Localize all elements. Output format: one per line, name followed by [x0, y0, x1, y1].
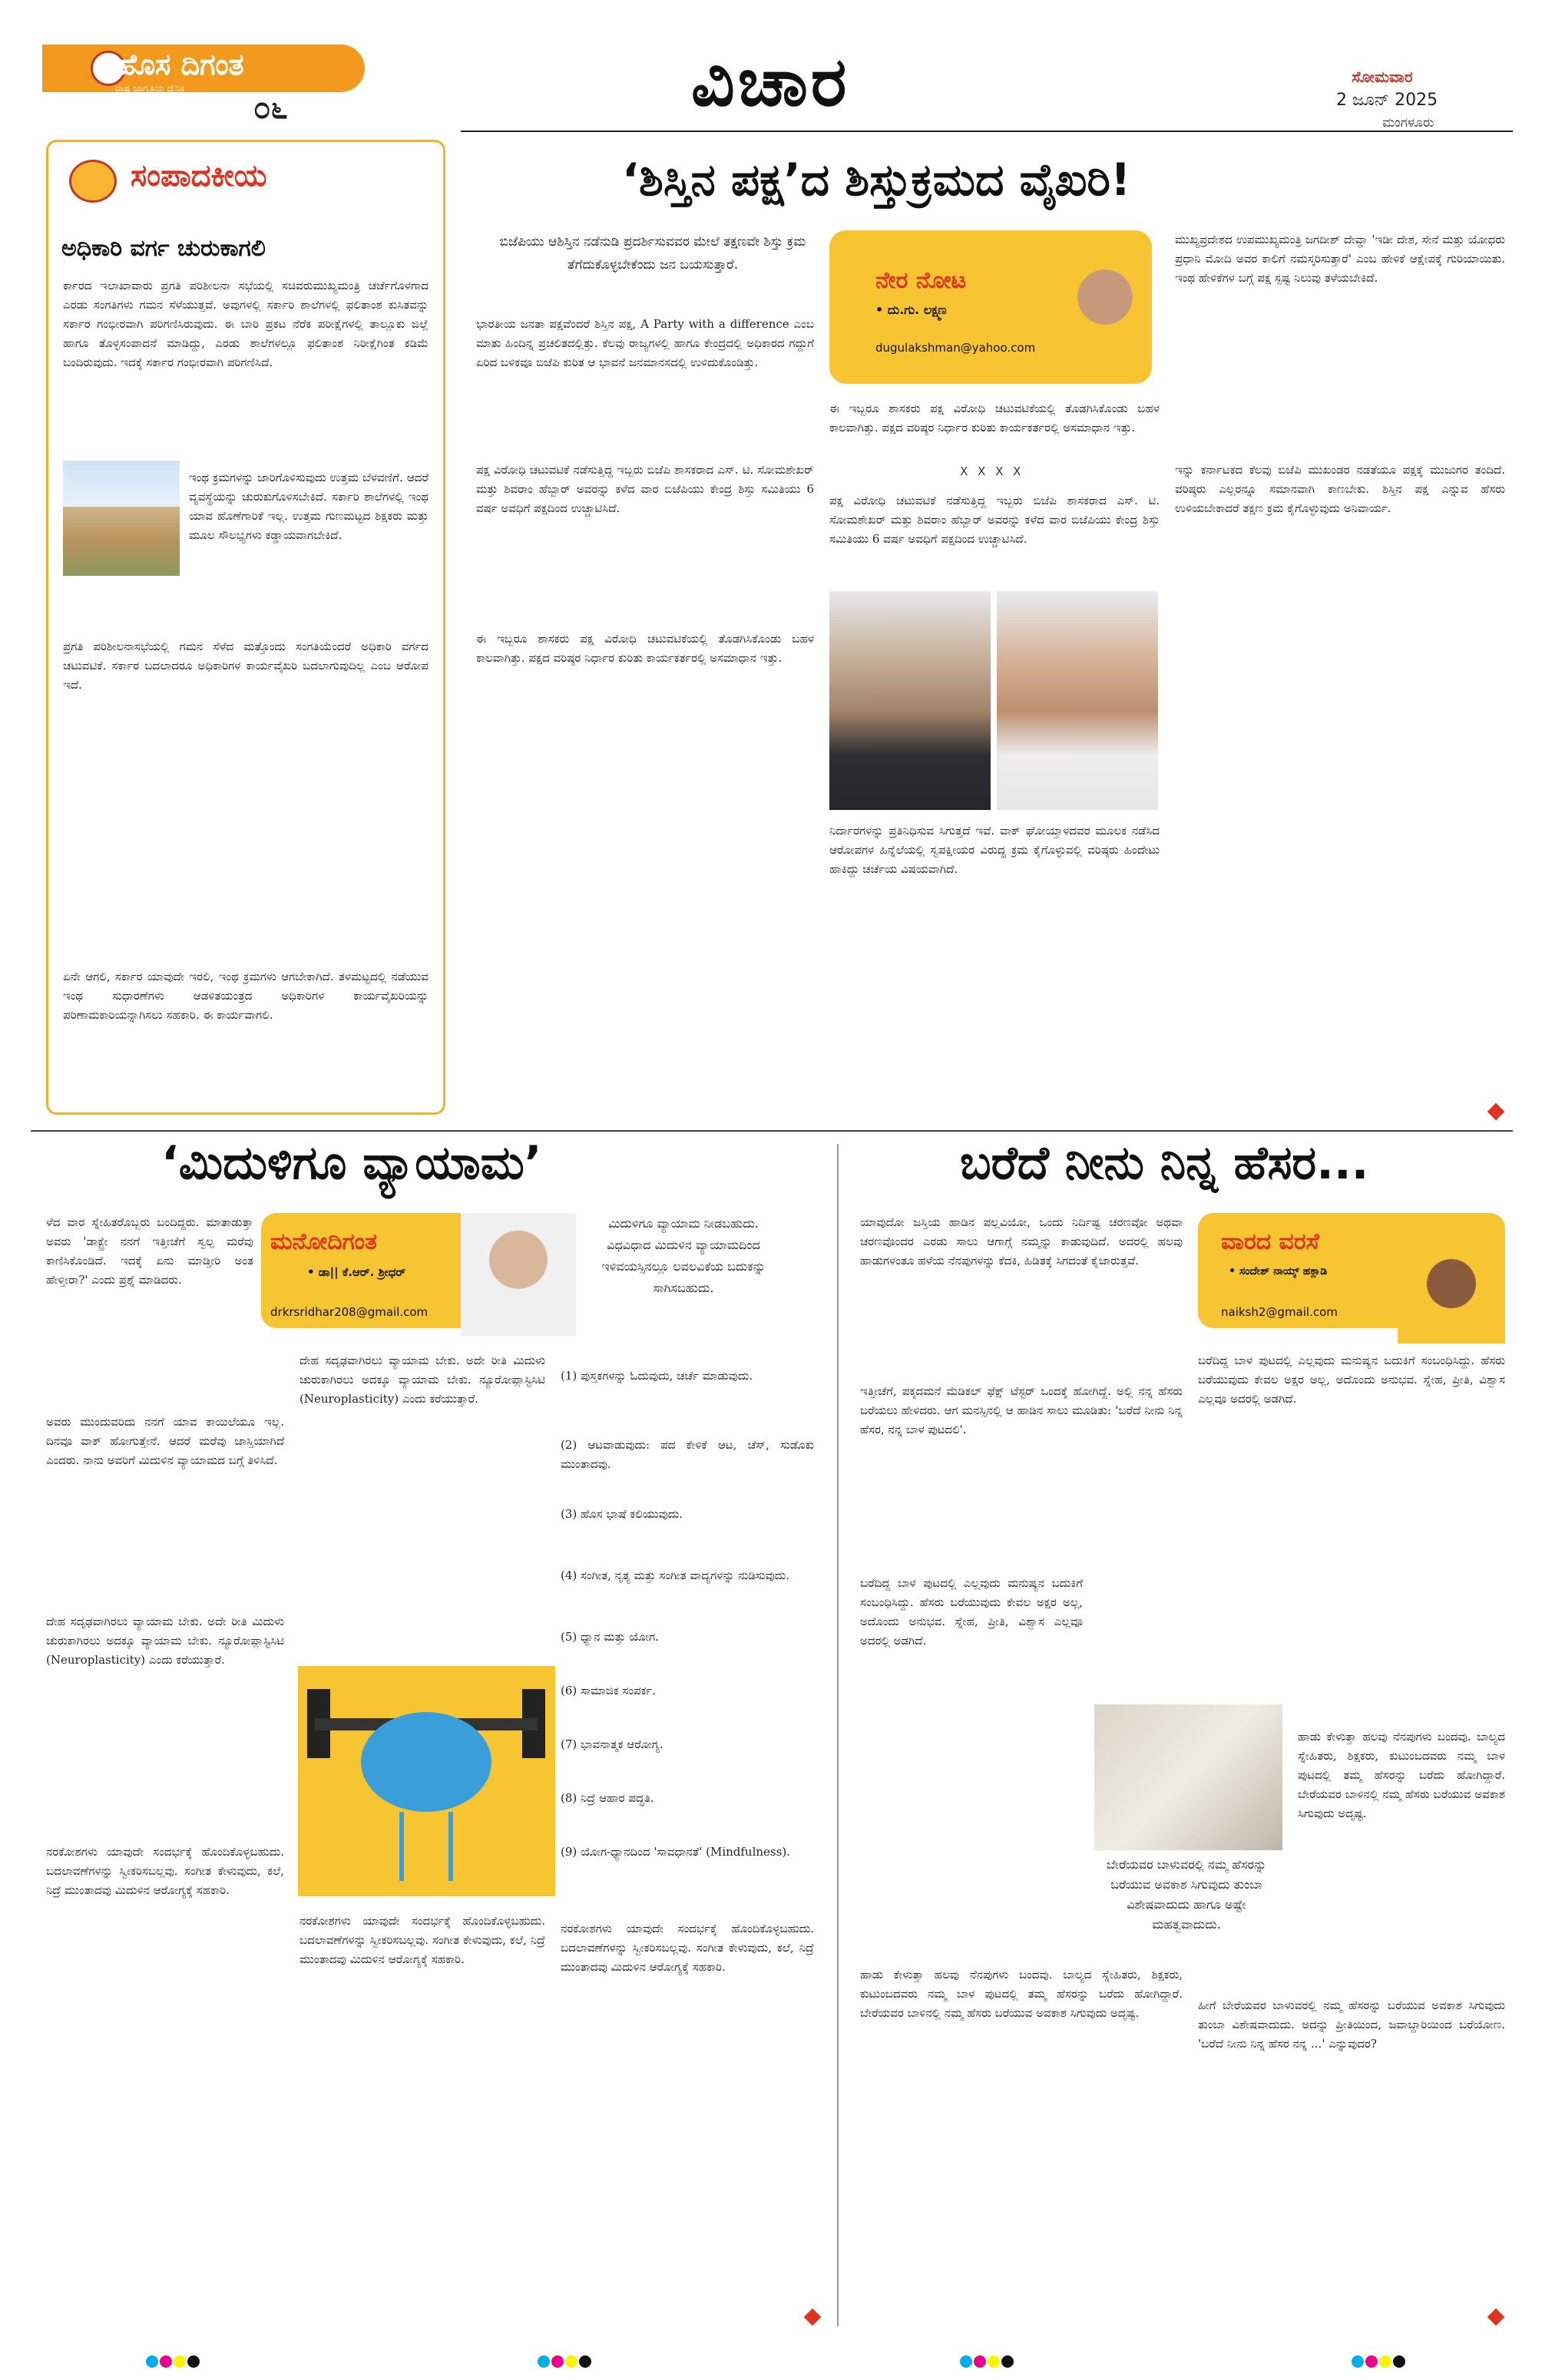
article-paragraph: ಮುಖ್ಯಪ್ರದೇಶದ ಉಪಮುಖ್ಯಮಂತ್ರಿ ಜಗದೀಶ್ ದೇವ್ಡಾ 'ಇಡೀ ದೇಶ, ಸೇನೆ ಮತ್ತು ಯೋಧರು ಪ್ರಧಾನಿ ಮೋದಿ ಅವರ ಕಾಲಿಗೆ ನಮಸ್ಕರಿಸುತ್ತಾರೆ' ಎಂಬ ಹೇಳಿಕೆ ಆಕ್ಷೇಪಕ್ಕೆ ಗುರಿಯಾಯಿತು. ಇಂಥ ಹೇಳಿಕೆಗಳ ಬಗ್ಗೆ ಪಕ್ಷ ಸ್ಪಷ್ಟ ನಿಲುವು ತಳೆಯಬೇಕಿದೆ. [1175, 233, 1505, 285]
article-paragraph: ಇತ್ತೀಚೆಗೆ, ಪಕ್ಕದಮನೆ ಮೆಡಿಕಲ್ ಫೆಕ್ಷ್ ಟೆಸ್ಟರ್ ಒಂದಕ್ಕೆ ಹೋಗಿದ್ದೆ. ಅಲ್ಲಿ ನನ್ನ ಹೆಸರು ಬರೆಯಲು ಹೇಳಿದರು. ಆಗ ಮನಸ್ಸಿನಲ್ಲಿ ಆ ಹಾಡಿನ ಸಾಲು ಮೂಡಿತು: 'ಬರೆದೆ ನೀನು ನಿನ್ನ ಹೆಸರ, ನನ್ನ ಬಾಳ ಪುಟದಲಿ'. [860, 1384, 1183, 1436]
column-email: dugulakshman@yahoo.com [875, 341, 1036, 355]
brand-tagline: ರಾಷ್ಟ್ರ ಜಾಗೃತಿಯ ದೈನಿಕ [115, 83, 185, 94]
column-title: ನೇರ ನೋಟ [875, 267, 967, 294]
column-author: • ದು.ಗು. ಲಕ್ಷ್ಮಣ [875, 302, 947, 317]
masthead-rule [461, 131, 1513, 132]
article-paragraph: ದೇಹ ಸದೃಢವಾಗಿರಲು ವ್ಯಾಯಾಮ ಬೇಕು. ಅದೇ ರೀತಿ ಮಿದುಳು ಚುರುಕಾಗಿರಲು ಅದಕ್ಕೂ ವ್ಯಾಯಾಮ ಬೇಕು. ನ್ಯೂರೋಪ್ಲಾಸ್ಟಿಸಿಟಿ (Neuroplasticity) ಎಂದು ಕರೆಯುತ್ತಾರೆ. [299, 1354, 545, 1406]
column-author: • ಸಂದೇಶ್ ನಾಯ್ಕ್ ಹಕ್ಲಾಡಿ [1229, 1265, 1328, 1278]
article-paragraph: ಭಾರತೀಯ ಜನತಾ ಪಕ್ಷವೆಂದರೆ ಶಿಸ್ತಿನ ಪಕ್ಷ, A Party with a difference ಎಂಬ ಮಾತು ಹಿಂದಿನ್ನ ಪ್ರಚಲಿತದಲ್ಲಿತ್ತು. ಕೆಲವು ರಾಜ್ಯಗಳಲ್ಲಿ ಹಾಗೂ ಕೇಂದ್ರದಲ್ಲಿ ಅಧಿಕಾರದ ಗದ್ದುಗೆ ಏರಿದ ಬಳಿಕವೂ ಬಿಜೆಪಿ ಕುರಿತ ಆ ಭಾವನೆ ಜನಮಾನಸದಲ್ಲಿ ಉಳಿದುಕೊಂಡಿತ್ತು. [476, 317, 814, 369]
editorial-paragraph: ರ್ಕಾರದ ಇಲಾಖಾವಾರು ಪ್ರಗತಿ ಪರಿಶೀಲನಾ ಸಭೆಯಲ್ಲಿ ಸಚಿವರುಮುಖ್ಯಮಂತ್ರಿ ಚರ್ಚೆಗೊಳಗಾದ ಎರಡು ಸಂಗತಿಗಳು ಗಮನ ಸೆಳೆಯುತ್ತವೆ. ಅವುಗಳಲ್ಲಿ ಸರ್ಕಾರಿ ಶಾಲೆಗಳಲ್ಲಿ ಫಲಿತಾಂಶ ಕುಸಿತವನ್ನು ಸರ್ಕಾರ ಗಂಭೀರವಾಗಿ ಪರಿಗಣಿಸಿರುವುದು. ಈ ಬಾರಿ ಪ್ರಕಟ ನೆರೆಕ ಪರೀಕ್ಷೆಗಳಲ್ಲಿ ತಾಲ್ಲೂಕು ಜಿಲ್ಲೆ ಹಾಗೂ ತೊಳ್ಳಸಂಪಾದನೆ ಮಾಡಿದ್ದು, ಎರಡು ಶಾಲೆಗಳಲ್ಲೂ ಫಲಿತಾಂಶ ನಿರೀಕ್ಷೆಗಿಂತ ಕಡಿಮೆ ಬಂದಿರುವುದು. ಇದಕ್ಕೆ ಸರ್ಕಾರ ಗಂಭೀರವಾಗಿ ಪರಿಗಣಿಸಿದೆ. [63, 279, 429, 369]
list-item: (8) ನಿದ್ರೆ ಆಹಾರ ಪದ್ಧತಿ. [561, 1791, 654, 1805]
registration-marks [146, 2355, 201, 2368]
list-item: (9) ಯೋಗ-ಧ್ಯಾನದಿಂದ 'ಸಾವಧಾನತೆ' (Mindfulness). [561, 1845, 790, 1859]
editorial-paragraph: ಪ್ರಗತಿ ಪರಿಶೀಲನಾಸಭೆಯಲ್ಲಿ ಗಮನ ಸೆಳೆದ ಮತ್ತೊಂದು ಸಂಗತಿಯೆಂದರೆ ಅಧಿಕಾರಿ ವರ್ಗದ ಚಟುವಟಿಕೆ. ಸರ್ಕಾರ ಬದಲಾದರೂ ಅಧಿಕಾರಿಗಳ ಕಾರ್ಯವೈಖರಿ ಬದಲಾಗುವುದಿಲ್ಲ ಎಂಬ ಆರೋಪ ಇದೆ. [63, 640, 429, 692]
editorial-logo-icon [69, 160, 117, 203]
article-paragraph: ಪಕ್ಷ ವಿರೋಧಿ ಚಟುವಟಿಕೆ ನಡೆಸುತ್ತಿದ್ದ ಇಬ್ಬರು ಬಿಜೆಪಿ ಶಾಸಕರಾದ ಎಸ್. ಟಿ. ಸೋಮಶೇಖರ್ ಮತ್ತು ಶಿವರಾಂ ಹೆಬ್ಬಾರ್ ಅವರನ್ನು ಕಳೆದ ವಾರ ಬಿಜೆಪಿಯು ಕೇಂದ್ರ ಶಿಸ್ತು ಸಮಿತಿಯು 6 ವರ್ಷ ಅವಧಿಗೆ ಪಕ್ಷದಿಂದ ಉಚ್ಚಾಟಿಸಿದೆ. [829, 494, 1160, 546]
list-item: (3) ಹೊಸ ಭಾಷೆ ಕಲಿಯುವುದು. [561, 1507, 683, 1521]
column-title: ವಾರದ ವರಸೆ [1221, 1228, 1319, 1255]
article-paragraph: ನರಕೋಶಗಳು ಯಾವುದೇ ಸಂದರ್ಭಕ್ಕೆ ಹೊಂದಿಕೊಳ್ಳಬಹುದು. ಬದಲಾವಣೆಗಳನ್ನು ಸ್ವೀಕರಿಸಬಲ್ಲವು. ಸಂಗೀತ ಕೇಳುವುದು, ಕಲೆ, ನಿದ್ರೆ ಮುಂತಾದವು ಮಿದುಳಿನ ಆರೋಗ್ಯಕ್ಕೆ ಸಹಕಾರಿ. [561, 1922, 814, 1974]
article-headline: ‘ಮಿದುಳಿಗೂ ವ್ಯಾಯಾಮ’ [161, 1136, 542, 1190]
editorial-title: ಅಧಿಕಾರಿ ವರ್ಗ ಚುರುಕಾಗಲಿ [61, 235, 266, 262]
politician-photo [829, 591, 991, 810]
column-title: ಮನೋದಿಗಂತ [270, 1228, 377, 1255]
article-paragraph: ನರಕೋಶಗಳು ಯಾವುದೇ ಸಂದರ್ಭಕ್ಕೆ ಹೊಂದಿಕೊಳ್ಳಬಹುದು. ಬದಲಾವಣೆಗಳನ್ನು ಸ್ವೀಕರಿಸಬಲ್ಲವು. ಸಂಗೀತ ಕೇಳುವುದು, ಕಲೆ, ನಿದ್ರೆ ಮುಂತಾದವು ಮಿದುಳಿನ ಆರೋಗ್ಯಕ್ಕೆ ಸಹಕಾರಿ. [46, 1845, 284, 1897]
article-intro: ಮಿದುಳಿಗೂ ವ್ಯಾಯಾಮ ನೀಡಬಹುದು. ವಿಧವಿಧಾದ ಮಿದುಳಿನ ವ್ಯಾಯಾಮದಿಂದ ಇಳಿವಯಸ್ಸಿನಲ್ಲೂ ಲವಲವಿಕೆಯ ಬದುಕನ್ನು ಸಾಗಿಸಬಹುದು. [601, 1216, 766, 1295]
registration-marks [538, 2355, 593, 2368]
article-paragraph: ಯಾವುದೋ ಜಸ್ತಿಯ ಹಾಡಿನ ಪಲ್ಲವಿಯೋ, ಒಂದು ನಿರ್ದಿಷ್ಟ ಚರಣವೋ ಅಥವಾ ಚರಣವೊಂದರ ಎರಡು ಸಾಲು ಆಗಾಗ್ಗೆ ನಮ್ಮನ್ನು ಕಾಡುವುದಿದೆ. ಅದರಲ್ಲಿ ಹಲವು ಹಾಡುಗಳಂತೂ ಹಳೆಯ ನೆನಪುಗಳನ್ನು ಕೆದಕಿ, ಹಿಡಿತಕ್ಕೆ ಸಿಗದಂತೆ ಕೈಜಾರುತ್ತವೆ. [860, 1215, 1183, 1268]
article-headline: ಬರೆದೆ ನೀನು ನಿನ್ನ ಹೆಸರ... [960, 1136, 1369, 1190]
image-caption: ಬೇರೆಯವರ ಬಾಳುವರಲ್ಲಿ ನಮ್ಮ ಹೆಸರನ್ನು ಬರೆಯುವ ಅವಕಾಶ ಸಿಗುವುದು ತುಂಬಾ ವಿಶೇಷವಾದುದು ಹಾಗೂ ಅಷ್ಟೇ ಮಹತ್ವವಾದುದು. [1106, 1857, 1267, 1932]
article-paragraph: ದೇಹ ಸದೃಢವಾಗಿರಲು ವ್ಯಾಯಾಮ ಬೇಕು. ಅದೇ ರೀತಿ ಮಿದುಳು ಚುರುಕಾಗಿರಲು ಅದಕ್ಕೂ ವ್ಯಾಯಾಮ ಬೇಕು. ನ್ಯೂರೋಪ್ಲಾಸ್ಟಿಸಿಟಿ (Neuroplasticity) ಎಂದು ಕರೆಯುತ್ತಾರೆ. [46, 1615, 284, 1667]
vidhana-soudha-image [63, 461, 180, 576]
author-photo [1060, 253, 1150, 369]
article-paragraph: ನಿರ್ದಾರಗಳನ್ನು ಪ್ರತಿನಿಧಿಸುವ ಸಿಗುತ್ತದೆ ಇವೆ. ವಾಕ್ ಘೋಯ್ತಾಳದವರ ಮೂಲಕ ನಡೆಸಿದ ಆರೋಪಗಳ ಹಿನ್ನೆಲೆಯಲ್ಲಿ ಸ್ವಪಕ್ಷೀಯರ ವಿರುದ್ಧ ಕ್ರಮ ಕೈಗೊಳ್ಳುವಲ್ಲಿ ವರಿಷ್ಠರು ಹಿಂದೇಟು ಹಾಕಿದ್ದು ಚರ್ಚೆಯ ವಿಷಯವಾಗಿದೆ. [829, 824, 1160, 876]
list-item: (4) ಸಂಗೀತ, ನೃತ್ಯ ಮತ್ತು ಸಂಗೀತ ವಾದ್ಯಗಳನ್ನು ನುಡಿಸುವುದು. [561, 1568, 789, 1582]
article-paragraph: ನರಕೋಶಗಳು ಯಾವುದೇ ಸಂದರ್ಭಕ್ಕೆ ಹೊಂದಿಕೊಳ್ಳಬಹುದು. ಬದಲಾವಣೆಗಳನ್ನು ಸ್ವೀಕರಿಸಬಲ್ಲವು. ಸಂಗೀತ ಕೇಳುವುದು, ಕಲೆ, ನಿದ್ರೆ ಮುಂತಾದವು ಮಿದುಳಿನ ಆರೋಗ್ಯಕ್ಕೆ ಸಹಕಾರಿ. [299, 1914, 545, 1966]
column-email: naiksh2@gmail.com [1221, 1305, 1338, 1319]
vertical-divider [837, 1144, 839, 2326]
registration-marks [1352, 2355, 1407, 2368]
article-paragraph: ಈ ಇಬ್ಬರೂ ಶಾಸಕರು ಪಕ್ಷ ವಿರೋಧಿ ಚಟುವಟಿಕೆಯಲ್ಲಿ ತೊಡಗಿಸಿಕೊಂಡು ಬಹಳ ಕಾಲವಾಗಿತ್ತು. ಪಕ್ಷದ ವರಿಷ್ಠರ ನಿರ್ಧಾರ ಕುರಿತು ಕಾರ್ಯಕರ್ತರಲ್ಲಿ ಅಸಮಾಧಾನ ಇತ್ತು. [829, 402, 1160, 435]
politician-photo [997, 591, 1158, 810]
list-item: (1) ಪುಸ್ತಕಗಳನ್ನು ಓದುವುದು, ಚರ್ಚೆ ಮಾಡುವುದು. [561, 1369, 753, 1383]
end-mark-icon [1487, 1103, 1505, 1121]
end-mark-icon [804, 2309, 822, 2326]
day-label: ಸೋಮವಾರ [1352, 68, 1413, 86]
brand-name: ಹೊಸ ದಿಗಂತ [115, 48, 244, 81]
editorial-paragraph: ಏನೇ ಆಗಲಿ, ಸರ್ಕಾರ ಯಾವುದೇ ಇರಲಿ, ಇಂಥ ಕ್ರಮಗಳು ಆಗಬೇಕಾಗಿದೆ. ತಳಮಟ್ಟದಲ್ಲಿ ನಡೆಯುವ ಇಂಥ ಸುಧಾರಣೆಗಳು ಆಡಳಿತಯಂತ್ರದ ಅಧಿಕಾರಿಗಳ ಕಾರ್ಯವೈಖರಿಯನ್ನು ಪರಿಣಾಮಕಾರಿಯನ್ನಾಗಿಸಲು ಸಹಕಾರಿ. ಈ ಕಾರ್ಯವಾಗಲಿ. [63, 970, 429, 1022]
column-email: drkrsridhar208@gmail.com [270, 1305, 429, 1319]
list-item: (6) ಸಾಮಾಜಿಕ ಸಂಪರ್ಕ. [561, 1684, 656, 1697]
article-headline: ‘ಶಿಸ್ತಿನ ಪಕ್ಷ’ದ ಶಿಸ್ತುಕ್ರಮದ ವೈಖರಿ! [622, 154, 1131, 206]
list-item: (7) ಭಾವನಾತ್ಮಕ ಆರೋಗ್ಯ. [561, 1737, 663, 1751]
list-item: (2) ಆಟವಾಡುವುದು: ಪದ ಕೇಳಿಕೆ ಆಟ, ಚೆಸ್, ಸುಡೊಕು ಮುಂತಾದವು. [561, 1438, 814, 1471]
editorial-paragraph: ಇಂಥ ಕ್ರಮಗಳನ್ನು ಜಾರಿಗೊಳಿಸುವುದು ಉತ್ತಮ ಬೆಳವಣಿಗೆ. ಆದರೆ ವ್ಯವಸ್ಥೆಯನ್ನು ಚುರುಕುಗೊಳಿಸಬೇಕಿದೆ. ಸರ್ಕಾರಿ ಶಾಲೆಗಳಲ್ಲಿ ಇಂಥ ಯಾವ ಹೊಣೆಗಾರಿಕೆ ಇಲ್ಲ. ಉತ್ತಮ ಗುಣಮಟ್ಟದ ಶಿಕ್ಷಕರು ಮತ್ತು ಮೂಲ ಸೌಲಭ್ಯಗಳು ಕಡ್ಡಾಯವಾಗಬೇಕಿದೆ. [189, 471, 429, 542]
author-photo [1398, 1244, 1505, 1344]
registration-marks [960, 2355, 1015, 2368]
article-intro: ಬಿಜೆಪಿಯು ಆಶಿಸ್ತಿನ ನಡೆನುಡಿ ಪ್ರದರ್ಶಿಸುವವರ ಮೇಲೆ ತಕ್ಷಣವೇ ಶಿಸ್ತು ಕ್ರಮ ತೆಗೆದುಕೊಳ್ಳಬೇಕೆಂದು ಜನ ಬಯಸುತ್ತಾರೆ. [499, 234, 806, 273]
horizontal-divider [31, 1130, 1513, 1132]
article-paragraph: ಅವರು ಮುಂದುವರಿದು ನನಗೆ ಯಾವ ಕಾಯಿಲೆಯೂ ಇಲ್ಲ. ದಿನವೂ ವಾಕ್ ಹೋಗುತ್ತೇನೆ. ಆದರೆ ಮರೆವು ಜಾಸ್ತಿಯಾಗಿದೆ ಎಂದರು. ನಾನು ಅವರಿಗೆ ಮಿದುಳಿನ ವ್ಯಾಯಾಮದ ಬಗ್ಗೆ ತಿಳಿಸಿದೆ. [46, 1415, 284, 1467]
author-photo [461, 1213, 576, 1336]
writing-hand-image [1094, 1704, 1282, 1850]
section-separator: X X X X [960, 464, 1024, 478]
article-paragraph: ಇನ್ನು ಕರ್ನಾಟಕದ ಕೆಲವು ಬಿಜೆಪಿ ಮುಖಂಡರ ನಡತೆಯೂ ಪಕ್ಷಕ್ಕೆ ಮುಜುಗರ ತಂದಿದೆ. ವರಿಷ್ಠರು ಎಲ್ಲರನ್ನೂ ಸಮಾನವಾಗಿ ಕಾಣಬೇಕು. ಶಿಸ್ತಿನ ಪಕ್ಷ ಎನ್ನುವ ಹೆಸರು ಉಳಿಯಬೇಕಾದರೆ ತಕ್ಷಣ ಕ್ರಮ ಕೈಗೊಳ್ಳುವುದು ಅನಿವಾರ್ಯ. [1175, 463, 1505, 515]
brain-icon [361, 1712, 491, 1812]
article-paragraph: ಳೆದ ವಾರ ಸ್ನೇಹಿತರೊಬ್ಬರು ಬಂದಿದ್ದರು. ಮಾತಾಡುತ್ತಾ ಅವರು 'ಡಾಕ್ಟ್ರೇ ನನಗೆ ಇತ್ತೀಚೆಗೆ ಸ್ವಲ್ಪ ಮರೆವು ಕಾಣಿಸಿಕೊಂಡಿದೆ. ಇದಕ್ಕೆ ಏನು ಮಾಡ್ತೀರಿ ಅಂತ ಹೇಳ್ತೀರಾ?' ಎಂದು ಪ್ರಶ್ನೆ ಮಾಡಿದರು. [46, 1215, 253, 1287]
city-label: ಮಂಗಳೂರು [1382, 115, 1434, 131]
editorial-heading: ಸಂಪಾದಕೀಯ [131, 158, 267, 193]
brain-legs-icon [399, 1812, 453, 1881]
list-item: (5) ಧ್ಯಾನ ಮತ್ತು ಯೋಗ. [561, 1630, 660, 1644]
article-paragraph: ಈ ಇಬ್ಬರೂ ಶಾಸಕರು ಪಕ್ಷ ವಿರೋಧಿ ಚಟುವಟಿಕೆಯಲ್ಲಿ ತೊಡಗಿಸಿಕೊಂಡು ಬಹಳ ಕಾಲವಾಗಿತ್ತು. ಪಕ್ಷದ ವರಿಷ್ಠರ ನಿರ್ಧಾರ ಕುರಿತು ಕಾರ್ಯಕರ್ತರಲ್ಲಿ ಅಸಮಾಧಾನ ಇತ್ತು. [476, 632, 814, 665]
section-title: ವಿಚಾರ [691, 42, 850, 121]
article-paragraph: ಪಕ್ಷ ವಿರೋಧಿ ಚಟುವಟಿಕೆ ನಡೆಸುತ್ತಿದ್ದ ಇಬ್ಬರು ಬಿಜೆಪಿ ಶಾಸಕರಾದ ಎಸ್. ಟಿ. ಸೋಮಶೇಖರ್ ಮತ್ತು ಶಿವರಾಂ ಹೆಬ್ಬಾರ್ ಅವರನ್ನು ಕಳೆದ ವಾರ ಬಿಜೆಪಿಯು ಕೇಂದ್ರ ಶಿಸ್ತು ಸಮಿತಿಯು 6 ವರ್ಷ ಅವಧಿಗೆ ಪಕ್ಷದಿಂದ ಉಚ್ಚಾಟಿಸಿದೆ. [476, 463, 814, 515]
article-paragraph: ಬರೆದಿದ್ದ ಬಾಳ ಪುಟದಲ್ಲಿ ಎಲ್ಲವುದು ಮನುಷ್ಯನ ಬದುಕಿಗೆ ಸಂಬಂಧಿಸಿದ್ದು. ಹೆಸರು ಬರೆಯುವುದು ಕೇವಲ ಅಕ್ಷರ ಅಲ್ಲ, ಅದೊಂದು ಅನುಭವ. ಸ್ನೇಹ, ಪ್ರೀತಿ, ವಿಶ್ವಾಸ ಎಲ್ಲವೂ ಅದರಲ್ಲಿ ಅಡಗಿದೆ. [1198, 1354, 1505, 1406]
page-number: ೦೬ [253, 91, 288, 126]
end-mark-icon [1487, 2309, 1505, 2326]
article-paragraph: ಹಾಡು ಕೇಳುತ್ತಾ ಹಲವು ನೆನಪುಗಳು ಬಂದವು. ಬಾಲ್ಯದ ಸ್ನೇಹಿತರು, ಶಿಕ್ಷಕರು, ಕುಟುಂಬದವರು ನಮ್ಮ ಬಾಳ ಪುಟದಲ್ಲಿ ತಮ್ಮ ಹೆಸರನ್ನು ಬರೆದು ಹೋಗಿದ್ದಾರೆ. ಬೇರೆಯವರ ಬಾಳಿನಲ್ಲಿ ನಮ್ಮ ಹೆಸರು ಬರೆಯುವ ಅವಕಾಶ ಸಿಗುವುದು ಅದೃಷ್ಟ. [1298, 1730, 1505, 1820]
article-paragraph: ಬರೆದಿದ್ದ ಬಾಳ ಪುಟದಲ್ಲಿ ಎಲ್ಲವುದು ಮನುಷ್ಯನ ಬದುಕಿಗೆ ಸಂಬಂಧಿಸಿದ್ದು. ಹೆಸರು ಬರೆಯುವುದು ಕೇವಲ ಅಕ್ಷರ ಅಲ್ಲ, ಅದೊಂದು ಅನುಭವ. ಸ್ನೇಹ, ಪ್ರೀತಿ, ವಿಶ್ವಾಸ ಎಲ್ಲವೂ ಅದರಲ್ಲಿ ಅಡಗಿದೆ. [860, 1576, 1083, 1648]
column-author: • ಡಾ|| ಕೆ.ಆರ್. ಶ್ರೀಧರ್ [307, 1265, 406, 1279]
date-label: 2 ಜೂನ್ 2025 [1336, 91, 1438, 110]
article-paragraph: ಹಾಡು ಕೇಳುತ್ತಾ ಹಲವು ನೆನಪುಗಳು ಬಂದವು. ಬಾಲ್ಯದ ಸ್ನೇಹಿತರು, ಶಿಕ್ಷಕರು, ಕುಟುಂಬದವರು ನಮ್ಮ ಬಾಳ ಪುಟದಲ್ಲಿ ತಮ್ಮ ಹೆಸರನ್ನು ಬರೆದು ಹೋಗಿದ್ದಾರೆ. ಬೇರೆಯವರ ಬಾಳಿನಲ್ಲಿ ನಮ್ಮ ಹೆಸರು ಬರೆಯುವ ಅವಕಾಶ ಸಿಗುವುದು ಅದೃಷ್ಟ. [860, 1968, 1183, 2020]
article-paragraph: ಹೀಗೆ ಬೇರೆಯವರ ಬಾಳುವರಲ್ಲಿ ನಮ್ಮ ಹೆಸರನ್ನು ಬರೆಯುವ ಅವಕಾಶ ಸಿಗುವುದು ತುಂಬಾ ವಿಶೇಷವಾದುದು. ಅದನ್ನು ಪ್ರೀತಿಯಿಂದ, ಜವಾಬ್ದಾರಿಯಿಂದ ಬರೆಯೋಣ. 'ಬರೆದೆ ನೀನು ನಿನ್ನ ಹೆಸರ ನನ್ನ ...' ಎನ್ನುವುದರ? [1198, 1998, 1505, 2051]
